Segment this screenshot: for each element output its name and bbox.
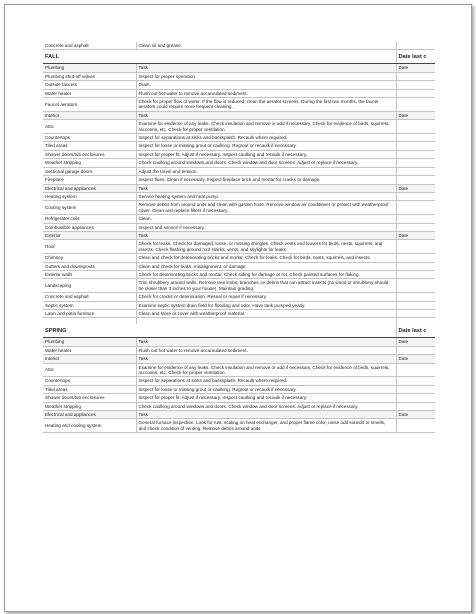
section-title: Plumbing — [43, 64, 136, 72]
item-name: Septic system — [43, 301, 136, 309]
item-name: Concrete and asphalt — [43, 293, 136, 301]
table-row — [43, 223, 435, 231]
section-title: Electrical and appliances — [43, 184, 136, 192]
date-cell — [396, 293, 435, 301]
item-name: Combustible appliances — [43, 223, 136, 231]
section-header-row — [43, 338, 435, 346]
item-name: Fireplace — [43, 176, 136, 184]
date-column-header: Date — [396, 355, 435, 363]
table-row — [43, 279, 435, 293]
task-description: Examine for evidence of any leaks. Check insulation and remove or add if necessary. Check for evidence of birds, squirrels, raccoons, etc. Check for proper ventilation. — [136, 363, 396, 377]
task-description: Clean and check for deteriorating bricks and mortar. Check for leaks. Check for birds, nests, squirrels, and insects. — [136, 254, 396, 262]
table-row — [43, 42, 435, 50]
item-name: Water heater — [43, 346, 136, 354]
table-row — [43, 98, 435, 112]
section-title: Electrical and appliances — [43, 411, 136, 419]
section-header-row — [43, 411, 435, 419]
task-description: Inspect for proper fit. Adjust if necessary. Inspect caulking and recaulk if necessary. — [136, 150, 396, 158]
task-description: Inspect for loose or missing grout or caulking. Regrout or recaulk if necessary. — [136, 142, 396, 150]
season-header-row — [43, 50, 435, 64]
task-description: Clean and store or cover with weatherproof material. — [136, 310, 396, 318]
task-description: Examine for evidence of any leaks. Check insulation and remove or add if necessary. Check for evidence of birds, squirrels, raccoons, etc. Check for proper ventilation. — [136, 120, 396, 134]
date-cell — [396, 394, 435, 402]
date-cell — [396, 223, 435, 231]
date-column-header: Date — [396, 338, 435, 346]
date-cell — [396, 310, 435, 318]
task-description: General furnace inspection. Look for rust, scaling on heat exchanger, and proper flame color, noise odd sounds or smells, and check condition of venting. Remove debris around units. — [136, 419, 396, 433]
item-name: Faucet aerators — [43, 98, 136, 112]
section-header-row — [43, 64, 435, 72]
task-description: Inspect for separations at sinks and backsplash. Recaulk where required. — [136, 134, 396, 142]
date-cell — [396, 363, 435, 377]
task-description: Adjust the travel and tension. — [136, 167, 396, 175]
table-row — [43, 402, 435, 410]
date-cell — [396, 81, 435, 89]
task-description: Check for cracks or deterioration. Reseal or repair if necessary. — [136, 293, 396, 301]
season-header-row — [43, 324, 435, 338]
table-row — [43, 346, 435, 354]
task-description: Flush out hot water to remove accumulated sediment. — [136, 346, 396, 354]
item-name: Tiled areas — [43, 142, 136, 150]
task-description: Drain. — [136, 81, 396, 89]
task-description: Inspect and service if necessary. — [136, 223, 396, 231]
date-cell — [396, 142, 435, 150]
section-header-row — [43, 355, 435, 363]
task-column-header: Task — [136, 411, 396, 419]
section-title: Interior — [43, 111, 136, 119]
item-name: Concrete and asphalt — [43, 42, 136, 50]
section-title: Plumbing — [43, 338, 136, 346]
section-title: Exterior — [43, 231, 136, 239]
task-description: Check caulking around windows and doors. Check window and door screens. Adjust or replace if necessary. — [136, 402, 396, 410]
table-row — [43, 167, 435, 175]
date-cell — [396, 201, 435, 215]
item-name: Exterior walls — [43, 270, 136, 278]
checklist-rows — [43, 42, 435, 433]
section-header-row — [43, 184, 435, 192]
date-cell — [396, 254, 435, 262]
table-row — [43, 240, 435, 254]
item-name: Sectional garage doors — [43, 167, 136, 175]
season-title: FALL — [43, 50, 136, 64]
item-name: Cooling system — [43, 201, 136, 215]
date-cell — [396, 402, 435, 410]
task-description: Inspect for loose or missing grout or caulking. Regrout or recaulk if necessary. — [136, 385, 396, 393]
item-name: Chimney — [43, 254, 136, 262]
task-column-header: Task — [136, 184, 396, 192]
table-row — [43, 134, 435, 142]
date-column-header: Date — [396, 184, 435, 192]
date-cell — [396, 262, 435, 270]
task-description: Check caulking around windows and doors. Check window and door screens. Adjust or replace if necessary. — [136, 159, 396, 167]
table-row — [43, 363, 435, 377]
maintenance-checklist-table — [43, 42, 435, 433]
task-description: Inspect for separations at sinks and backsplash. Recaulk where required. — [136, 377, 396, 385]
item-name: Gutters and downspouts — [43, 262, 136, 270]
item-name: Roof — [43, 240, 136, 254]
date-column-header: Date — [396, 411, 435, 419]
date-cell — [396, 377, 435, 385]
task-description: Clean oil and grease. — [136, 42, 396, 50]
date-cell — [396, 215, 435, 223]
table-row — [43, 215, 435, 223]
task-description: Inspect for proper operation. — [136, 72, 396, 80]
task-description: Check for deteriorating bricks and mortar. Check siding for damage or rot. Check painted surfaces for flaking. — [136, 270, 396, 278]
task-description: Clean. — [136, 215, 396, 223]
item-name: Weather stripping — [43, 159, 136, 167]
date-column-header: Date — [396, 111, 435, 119]
task-description: Examine septic system drain field for flooding and odor. Have tank pumped yearly. — [136, 301, 396, 309]
item-name: Plumbing shut-off valves — [43, 72, 136, 80]
item-name: Tiled areas — [43, 385, 136, 393]
table-row — [43, 419, 435, 433]
task-column-header: Task — [136, 231, 396, 239]
table-row — [43, 310, 435, 318]
task-description: Inspect for proper fit. Adjust if necessary. Inspect caulking and recaulk if necessary. — [136, 394, 396, 402]
item-name: Attic — [43, 363, 136, 377]
table-row — [43, 293, 435, 301]
date-cell — [396, 346, 435, 354]
table-row — [43, 270, 435, 278]
date-cell — [396, 42, 435, 50]
task-column-header: Task — [136, 355, 396, 363]
item-name: Water heater — [43, 89, 136, 97]
table-row — [43, 377, 435, 385]
table-row — [43, 394, 435, 402]
season-blank — [136, 50, 396, 64]
date-cell — [396, 89, 435, 97]
item-name: Shower doors/tub enclosures — [43, 394, 136, 402]
item-name: Landscaping — [43, 279, 136, 293]
date-cell — [396, 176, 435, 184]
date-cell — [396, 159, 435, 167]
table-row — [43, 120, 435, 134]
item-name: Shower doors/tub enclosures — [43, 150, 136, 158]
table-row — [43, 159, 435, 167]
table-row — [43, 72, 435, 80]
task-column-header: Task — [136, 338, 396, 346]
date-last-completed-header: Date last c — [396, 50, 435, 64]
table-row — [43, 262, 435, 270]
table-row — [43, 301, 435, 309]
table-row — [43, 201, 435, 215]
table-row — [43, 176, 435, 184]
date-cell — [396, 167, 435, 175]
item-name: Weather stripping — [43, 402, 136, 410]
date-cell — [396, 120, 435, 134]
item-name: Attic — [43, 120, 136, 134]
date-cell — [396, 98, 435, 112]
date-cell — [396, 192, 435, 200]
item-name: Heating system — [43, 192, 136, 200]
table-row — [43, 150, 435, 158]
date-column-header: Date — [396, 231, 435, 239]
task-description: Inspect flues. Clean if necessary. Inspect fireplace brick and mortar for cracks or damage. — [136, 176, 396, 184]
item-name: Lawn and patio furniture — [43, 310, 136, 318]
item-name: Countertops — [43, 134, 136, 142]
date-last-completed-header: Date last c — [396, 324, 435, 338]
season-blank — [136, 324, 396, 338]
table-row — [43, 254, 435, 262]
date-cell — [396, 134, 435, 142]
date-cell — [396, 301, 435, 309]
date-cell — [396, 419, 435, 433]
section-title: Interior — [43, 355, 136, 363]
task-description: Check for proper flow of water. If the flow is reduced, clean the aerator screens. During the first two months, the faucet aerators could require more frequent cleaning. — [136, 98, 396, 112]
task-column-header: Task — [136, 64, 396, 72]
section-header-row — [43, 231, 435, 239]
task-description: Service heating system and heat pump. — [136, 192, 396, 200]
table-row — [43, 142, 435, 150]
task-description: Trim shrubbery around walls. Remove tree limbs, branches, or debris that can attract insects (no wood or shrubbery should be closer than 3 inches to your house). Maintain grading. — [136, 279, 396, 293]
date-cell — [396, 72, 435, 80]
task-description: Flush out hot water to remove accumulated sediment. — [136, 89, 396, 97]
task-description: Remove debris from around units and clean with garden hose. Remove window air conditioner or protect with weatherproof cover. Clean and replace filters if necessary. — [136, 201, 396, 215]
item-name: Refrigerator coils — [43, 215, 136, 223]
date-cell — [396, 150, 435, 158]
table-row — [43, 89, 435, 97]
table-row — [43, 385, 435, 393]
table-row — [43, 81, 435, 89]
task-description: Check for leaks. Check for damaged, loose, or missing shingles. Check vents and louvers for birds, nests, squirrels, and insects. Check flashing around roof stacks, vents, and skylights for leaks. — [136, 240, 396, 254]
date-cell — [396, 270, 435, 278]
item-name: Countertops — [43, 377, 136, 385]
section-header-row — [43, 111, 435, 119]
season-title: SPRING — [43, 324, 136, 338]
item-name: Outside faucets — [43, 81, 136, 89]
task-description: Clean and check for leaks, misalignment, or damage. — [136, 262, 396, 270]
date-column-header: Date — [396, 64, 435, 72]
date-cell — [396, 279, 435, 293]
task-column-header: Task — [136, 111, 396, 119]
item-name: Heating and cooling system — [43, 419, 136, 433]
date-cell — [396, 240, 435, 254]
date-cell — [396, 385, 435, 393]
table-row — [43, 192, 435, 200]
document-page — [4, 4, 472, 612]
